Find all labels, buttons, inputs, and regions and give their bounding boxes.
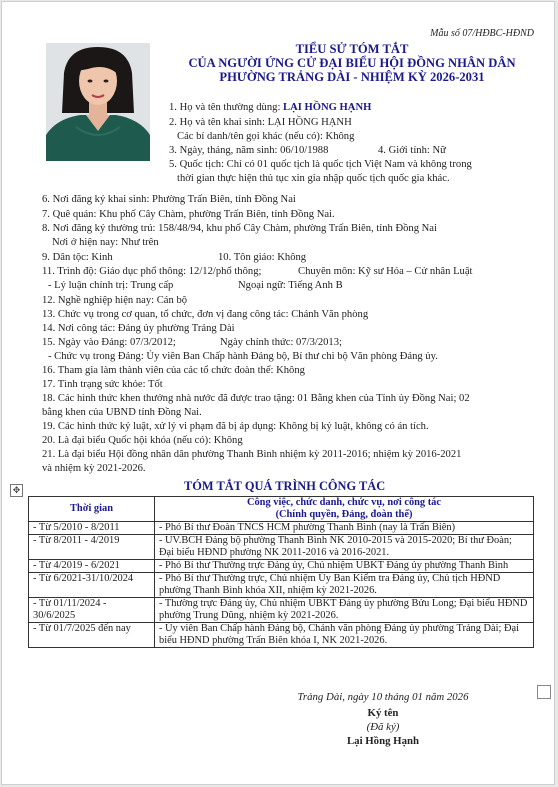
field-foreign-language: Ngoại ngữ: Tiếng Anh B — [238, 280, 343, 291]
field-birth-registration: 6. Nơi đăng ký khai sinh: Phường Trấn Biên, tỉnh Đồng Nai — [42, 194, 296, 205]
field-dob: 3. Ngày, tháng, năm sinh: 06/10/1988 — [169, 145, 329, 156]
row-work: - Ủy viên Ban Chấp hành Đảng bộ, Chánh văn phòng Đảng ủy phường Trảng Dài; Đại biểu HĐND phường Trấn Biên khóa I, NK 2021-2026. — [155, 623, 534, 648]
field-position: 13. Chức vụ trong cơ quan, tổ chức, đơn vị đang công tác: Chánh Văn phòng — [42, 309, 369, 320]
field-political-theory: - Lý luận chính trị: Trung cấp — [48, 280, 174, 291]
field-specialty: Chuyên môn: Kỹ sư Hóa – Cử nhân Luật — [298, 266, 473, 277]
field-health: 17. Tình trạng sức khỏe: Tốt — [42, 379, 163, 390]
row-work: - UV.BCH Đảng bộ phường Thanh Bình NK 2010-2015 và 2015-2020; Bí thư Đoàn; Đại biểu HĐND phường NK 2011-2016 và 2016-2021. — [155, 535, 534, 560]
col-header-work-line1: Công việc, chức danh, chức vụ, nơi công tác — [246, 497, 441, 508]
row-work: - Phó Bí thư Thường trực, Chủ nhiệm Ủy Ban Kiểm tra Đảng ủy, Chủ tịch HĐND phường Thanh Bình khóa XII, nhiệm kỳ 2021-2026. — [155, 573, 534, 598]
signature-place-date: Trảng Dài, ngày 10 tháng 01 năm 2026 — [297, 691, 469, 703]
field-party-position: - Chức vụ trong Đảng: Ủy viên Ban Chấp hành Đảng bộ, Bí thư chi bộ Văn phòng Đảng ủy. — [48, 351, 438, 362]
field-current-residence: Nơi ở hiện nay: Như trên — [52, 237, 159, 248]
row-work: - Thường trực Đảng ủy, Chủ nhiệm UBKT Đảng ủy phường Bửu Long; Đại biểu HĐND phường Trung Dũng, nhiệm kỳ 2021-2026. — [155, 598, 534, 623]
signer-name: Lại Hồng Hạnh — [346, 735, 419, 747]
signature-label: Ký tên — [367, 707, 399, 719]
signature-note: (Đã ký) — [366, 721, 400, 733]
row-work: - Phó Bí thư Đoàn TNCS HCM phường Thanh Bình (nay là Trấn Biên) — [155, 522, 534, 535]
work-history-title: TÓM TẮT QUÁ TRÌNH CÔNG TÁC — [184, 479, 386, 493]
table-row — [29, 623, 534, 648]
field-nationality: 5. Quốc tịch: Chỉ có 01 quốc tịch là quốc tịch Việt Nam và không trong — [169, 159, 472, 170]
field-permanent-address: 8. Nơi đăng ký thường trú: 158/48/94, khu phố Cây Chàm, phường Trấn Biên, tỉnh Đồng Nai — [42, 223, 437, 234]
table-row — [29, 598, 534, 623]
field-party-join-date: 15. Ngày vào Đảng: 07/3/2012; — [42, 337, 176, 348]
field-nationality-cont: thời gian thực hiện thủ tục xin gia nhập quốc tịch quốc gia khác. — [177, 173, 450, 184]
end-of-cell-checkbox[interactable] — [537, 685, 551, 699]
field-council-delegate: 21. Là đại biểu Hội đồng nhân dân phường Thanh Bình nhiệm kỳ 2011-2016; nhiệm kỳ 2016-2021 — [42, 449, 462, 460]
doc-title: TIỂU SỬ TÓM TẮT — [295, 42, 409, 56]
field-gender: 4. Giới tính: Nữ — [378, 145, 446, 156]
row-time: - Từ 5/2010 - 8/2011 — [29, 522, 155, 535]
col-header-work-line2: (Chính quyền, Đảng, đoàn thể) — [275, 509, 413, 520]
field-hometown: 7. Quê quán: Khu phố Cây Chàm, phường Trấn Biên, tỉnh Đồng Nai. — [42, 209, 335, 220]
row-time: - Từ 01/11/2024 - 30/6/2025 — [29, 598, 155, 623]
field-council-delegate-cont: và nhiệm kỳ 2021-2026. — [42, 463, 146, 474]
field-party-official-date: Ngày chính thức: 07/3/2013; — [220, 337, 342, 348]
col-header-work — [155, 497, 534, 522]
work-history-table — [28, 496, 534, 648]
candidate-name: LẠI HỒNG HẠNH — [283, 102, 372, 113]
col-header-time: Thời gian — [29, 497, 155, 522]
table-row — [29, 560, 534, 573]
field-organizations: 16. Tham gia làm thành viên của các tổ chức đoàn thể: Không — [42, 365, 305, 376]
table-header-row — [29, 497, 534, 522]
form-number: Mẫu số 07/HĐBC-HĐND — [430, 28, 534, 39]
field-discipline: 19. Các hình thức kỷ luật, xử lý vi phạm đã bị áp dụng: Không bị kỷ luật, không có án tích. — [42, 421, 429, 432]
table-row — [29, 535, 534, 560]
table-row — [29, 522, 534, 535]
row-time: - Từ 6/2021-31/10/2024 — [29, 573, 155, 598]
document-page — [1, 1, 555, 785]
row-time: - Từ 01/7/2025 đến nay — [29, 623, 155, 648]
row-time: - Từ 4/2019 - 6/2021 — [29, 560, 155, 573]
candidate-photo — [46, 43, 150, 161]
field-workplace: 14. Nơi công tác: Đảng ủy phường Trảng Dài — [42, 323, 235, 334]
field-religion: 10. Tôn giáo: Không — [218, 252, 307, 263]
doc-title-line2: CỦA NGƯỜI ỨNG CỬ ĐẠI BIỂU HỘI ĐỒNG NHÂN DÂN — [188, 56, 516, 70]
field-awards-cont: bằng khen của UBND tỉnh Đồng Nai. — [42, 407, 202, 418]
field-birth-name: 2. Họ và tên khai sinh: LẠI HỒNG HẠNH — [169, 117, 352, 128]
field-common-name: 1. Họ và tên thường dùng: LẠI HỒNG HẠNH — [169, 102, 372, 113]
field-awards: 18. Các hình thức khen thưởng nhà nước đã được trao tặng: 01 Bằng khen của Tỉnh ủy Đồng Nai; 02 — [42, 393, 470, 404]
field-aliases: Các bí danh/tên gọi khác (nếu có): Không — [177, 131, 355, 142]
field-education: 11. Trình độ: Giáo dục phổ thông: 12/12/phổ thông; — [42, 266, 262, 277]
field-occupation: 12. Nghề nghiệp hiện nay: Cán bộ — [42, 295, 188, 306]
table-move-handle-icon[interactable]: ✥ — [10, 484, 23, 497]
field-national-assembly: 20. Là đại biểu Quốc hội khóa (nếu có): Không — [42, 435, 243, 446]
doc-title-line3: PHƯỜNG TRẢNG DÀI - NHIỆM KỲ 2026-2031 — [219, 70, 485, 84]
row-work: - Phó Bí thư Thường trực Đảng ủy, Chủ nhiệm UBKT Đảng ủy phường Thanh Bình — [155, 560, 534, 573]
table-row — [29, 573, 534, 598]
field-ethnicity: 9. Dân tộc: Kinh — [42, 252, 113, 263]
row-time: - Từ 8/2011 - 4/2019 — [29, 535, 155, 560]
